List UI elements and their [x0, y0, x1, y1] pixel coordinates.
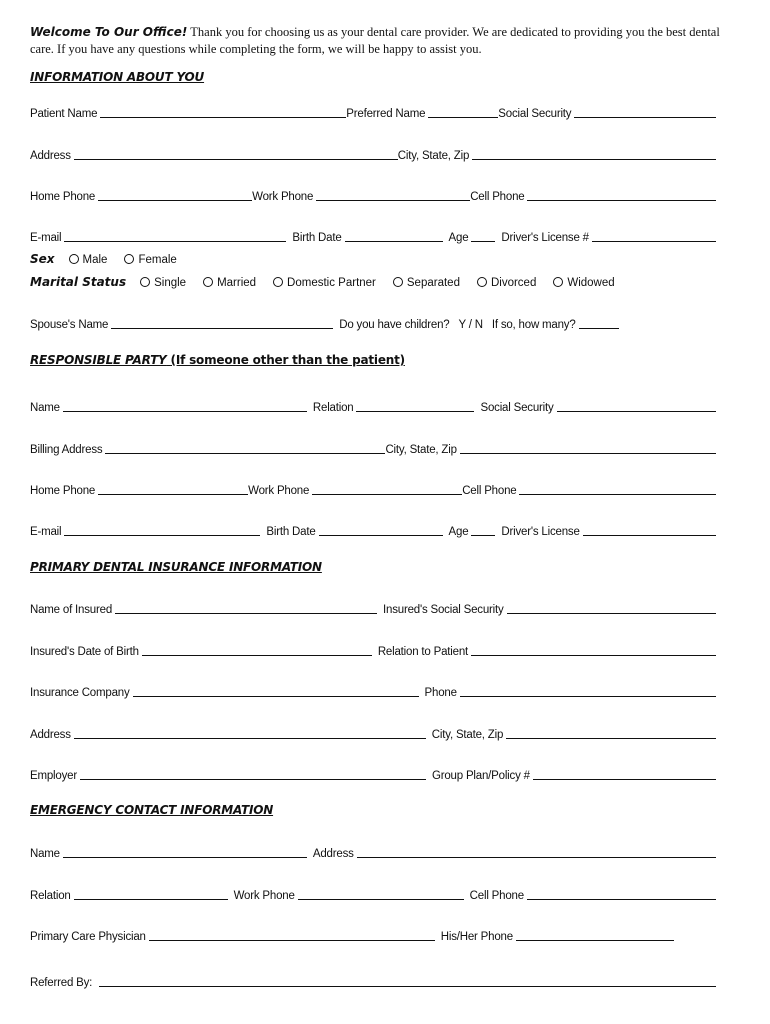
row-spouse — [30, 313, 716, 331]
insurance-city-state-zip-field[interactable] — [506, 726, 716, 739]
insurance-phone-field[interactable] — [460, 684, 716, 697]
patient-name-label: Patient Name — [30, 108, 98, 120]
employer-field[interactable] — [80, 767, 426, 780]
row-billing-address — [30, 438, 716, 456]
drivers-license-label: Driver's License # — [501, 232, 589, 244]
responsible-drivers-license-field[interactable] — [583, 523, 716, 536]
responsible-birth-date-field[interactable] — [319, 523, 443, 536]
sex-option-female[interactable]: Female — [124, 254, 176, 266]
age-label: Age — [448, 232, 469, 244]
relation-to-patient-label: Relation to Patient — [377, 646, 469, 658]
emergency-work-phone-label: Work Phone — [233, 890, 295, 902]
email-label: E-mail — [30, 232, 62, 244]
row-insurance-address — [30, 723, 716, 741]
responsible-city-state-zip-field[interactable] — [460, 441, 716, 454]
welcome-text: Welcome To Our Office! — [30, 25, 188, 39]
responsible-city-state-zip-label: City, State, Zip — [385, 444, 457, 456]
billing-address-label: Billing Address — [30, 444, 103, 456]
preferred-name-field[interactable] — [428, 105, 498, 118]
referred-by-field[interactable] — [99, 974, 716, 987]
group-plan-field[interactable] — [533, 767, 716, 780]
birth-date-label: Birth Date — [292, 232, 342, 244]
relation-to-patient-field[interactable] — [471, 643, 716, 656]
his-her-phone-field[interactable] — [516, 928, 674, 941]
primary-physician-field[interactable] — [149, 928, 435, 941]
insured-ss-field[interactable] — [507, 601, 716, 614]
emergency-relation-label: Relation — [30, 890, 71, 902]
row-referred-by — [30, 971, 716, 989]
home-phone-label: Home Phone — [30, 191, 96, 203]
row-primary-physician — [30, 925, 716, 943]
group-plan-label: Group Plan/Policy # — [431, 770, 530, 782]
city-state-zip-field[interactable] — [472, 147, 716, 160]
radio-icon — [393, 277, 403, 287]
insurance-phone-label: Phone — [424, 687, 457, 699]
row-insurance-company — [30, 681, 716, 699]
row-name-of-insured — [30, 598, 716, 616]
cell-phone-label: Cell Phone — [470, 191, 525, 203]
radio-icon — [203, 277, 213, 287]
age-field[interactable] — [471, 229, 495, 242]
responsible-cell-phone-label: Cell Phone — [462, 485, 517, 497]
insured-ss-label: Insured's Social Security — [383, 604, 504, 616]
insurance-city-state-zip-label: City, State, Zip — [431, 729, 504, 741]
cell-phone-field[interactable] — [527, 188, 716, 201]
marital-status-label: Marital Status — [30, 275, 127, 289]
emergency-cell-phone-field[interactable] — [527, 887, 716, 900]
employer-label: Employer — [30, 770, 77, 782]
billing-address-field[interactable] — [105, 441, 385, 454]
social-security-label: Social Security — [498, 108, 572, 120]
responsible-age-field[interactable] — [471, 523, 495, 536]
insurance-address-label: Address — [30, 729, 71, 741]
marital-option-single[interactable]: Single — [140, 277, 186, 289]
primary-physician-label: Primary Care Physician — [30, 931, 146, 943]
responsible-ss-label: Social Security — [480, 402, 554, 414]
responsible-home-phone-label: Home Phone — [30, 485, 96, 497]
responsible-party-note: (If someone other than the patient) — [170, 353, 405, 367]
responsible-work-phone-label: Work Phone — [248, 485, 310, 497]
marital-option-separated[interactable]: Separated — [393, 277, 460, 289]
radio-icon — [69, 254, 79, 264]
emergency-address-field[interactable] — [357, 845, 716, 858]
home-phone-field[interactable] — [98, 188, 252, 201]
drivers-license-field[interactable] — [592, 229, 716, 242]
children-question-label: Do you have children? — [339, 319, 450, 331]
name-of-insured-field[interactable] — [115, 601, 377, 614]
row-address — [30, 144, 716, 162]
responsible-age-label: Age — [448, 526, 469, 538]
marital-status-options — [30, 271, 632, 289]
responsible-email-field[interactable] — [64, 523, 260, 536]
referred-by-label: Referred By: — [30, 977, 93, 989]
responsible-name-label: Name — [30, 402, 60, 414]
responsible-cell-phone-field[interactable] — [519, 482, 716, 495]
responsible-birth-date-label: Birth Date — [266, 526, 316, 538]
emergency-name-label: Name — [30, 848, 60, 860]
sex-options — [30, 248, 194, 266]
preferred-name-label: Preferred Name — [346, 108, 426, 120]
responsible-party-title: RESPONSIBLE PARTY — [30, 353, 167, 367]
responsible-ss-field[interactable] — [557, 399, 716, 412]
section-heading-responsible-party — [30, 353, 405, 367]
row-emergency-relation — [30, 884, 716, 902]
birth-date-field[interactable] — [345, 229, 443, 242]
row-patient-name — [30, 102, 716, 120]
row-insured-dob — [30, 640, 716, 658]
city-state-zip-label: City, State, Zip — [397, 150, 470, 162]
insurance-company-label: Insurance Company — [30, 687, 130, 699]
intro-paragraph — [30, 24, 730, 58]
his-her-phone-label: His/Her Phone — [440, 931, 513, 943]
how-many-label: If so, how many? — [491, 319, 576, 331]
relation-field[interactable] — [356, 399, 474, 412]
insurance-address-field[interactable] — [74, 726, 426, 739]
marital-option-married[interactable]: Married — [203, 277, 256, 289]
insured-dob-field[interactable] — [142, 643, 372, 656]
section-heading-emergency: EMERGENCY CONTACT INFORMATION — [30, 803, 274, 817]
emergency-relation-field[interactable] — [74, 887, 228, 900]
work-phone-label: Work Phone — [252, 191, 314, 203]
row-responsible-email — [30, 520, 716, 538]
name-of-insured-label: Name of Insured — [30, 604, 113, 616]
address-field[interactable] — [74, 147, 398, 160]
row-email — [30, 226, 716, 244]
marital-option-widowed[interactable]: Widowed — [553, 277, 614, 289]
radio-icon — [124, 254, 134, 264]
sex-option-male[interactable]: Male — [69, 254, 108, 266]
row-responsible-name — [30, 396, 716, 414]
marital-option-domestic-partner[interactable]: Domestic Partner — [273, 277, 376, 289]
email-field[interactable] — [64, 229, 286, 242]
row-phones — [30, 185, 716, 203]
responsible-home-phone-field[interactable] — [98, 482, 248, 495]
insured-dob-label: Insured's Date of Birth — [30, 646, 139, 658]
row-emergency-name — [30, 842, 716, 860]
patient-name-field[interactable] — [100, 105, 346, 118]
responsible-name-field[interactable] — [63, 399, 307, 412]
spouse-name-label: Spouse's Name — [30, 319, 109, 331]
address-label: Address — [30, 150, 71, 162]
insurance-company-field[interactable] — [133, 684, 419, 697]
responsible-drivers-license-label: Driver's License — [501, 526, 580, 538]
work-phone-field[interactable] — [316, 188, 470, 201]
how-many-field[interactable] — [579, 316, 619, 329]
social-security-field[interactable] — [574, 105, 716, 118]
section-heading-insurance: PRIMARY DENTAL INSURANCE INFORMATION — [30, 560, 322, 574]
emergency-name-field[interactable] — [63, 845, 307, 858]
emergency-work-phone-field[interactable] — [298, 887, 464, 900]
relation-label: Relation — [312, 402, 354, 414]
radio-icon — [140, 277, 150, 287]
section-heading-about-you: INFORMATION ABOUT YOU — [30, 70, 205, 84]
marital-option-divorced[interactable]: Divorced — [477, 277, 536, 289]
spouse-name-field[interactable] — [111, 316, 333, 329]
row-employer — [30, 764, 716, 782]
radio-icon — [553, 277, 563, 287]
responsible-work-phone-field[interactable] — [312, 482, 462, 495]
emergency-cell-phone-label: Cell Phone — [469, 890, 524, 902]
row-responsible-phones — [30, 479, 716, 497]
emergency-address-label: Address — [312, 848, 354, 860]
sex-label: Sex — [30, 252, 55, 266]
children-yes-no[interactable]: Y / N — [458, 319, 483, 331]
intro-text: Thank you for choosing us as your dental care provider. We are dedicated to providing you the best dental care. If you have any questions while completing the form, we will be happy to assist you. — [30, 25, 720, 56]
responsible-email-label: E-mail — [30, 526, 62, 538]
radio-icon — [273, 277, 283, 287]
radio-icon — [477, 277, 487, 287]
